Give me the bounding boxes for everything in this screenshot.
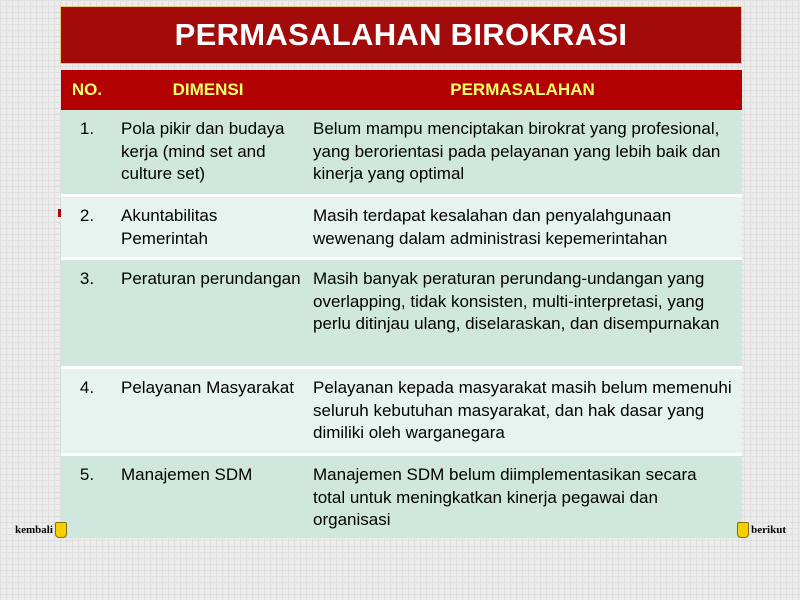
table-row	[61, 369, 742, 456]
cell-dimensi: Peraturan perundangan	[121, 269, 301, 288]
cell-no: 4.	[79, 378, 95, 397]
cell-dimensi: Akuntabilitas Pemerintah	[121, 206, 218, 248]
cell-dimensi: Pola pikir dan budaya kerja (mind set and culture set)	[121, 119, 285, 183]
problems-table	[61, 70, 742, 538]
back-button[interactable]	[15, 522, 69, 538]
header-dimensi: DIMENSI	[172, 80, 244, 99]
next-label: berikut	[751, 524, 786, 536]
cell-no: 1.	[79, 119, 95, 138]
cell-permasalahan: Manajemen SDM belum diimplementasikan secara total untuk meningkatkan kinerja pegawai dan organisasi	[313, 465, 697, 529]
cell-no: 3.	[79, 269, 95, 288]
cell-no: 2.	[79, 206, 95, 225]
back-label: kembali	[15, 524, 53, 536]
table-row	[61, 260, 742, 369]
cell-dimensi: Pelayanan Masyarakat	[121, 378, 294, 397]
table-header	[61, 70, 742, 110]
header-no: NO.	[71, 80, 103, 99]
cell-no: 5.	[79, 465, 95, 484]
pointing-hand-icon	[737, 522, 749, 538]
title-banner	[60, 6, 742, 64]
cell-permasalahan: Belum mampu menciptakan birokrat yang profesional, yang berorientasi pada pelayanan yang lebih baik dan kinerja yang optimal	[313, 119, 721, 183]
cell-permasalahan: Pelayanan kepada masyarakat masih belum memenuhi seluruh kebutuhan masyarakat, dan hak dasar yang dimiliki oleh warganegara	[313, 378, 732, 442]
pointing-hand-icon	[55, 522, 67, 538]
table-row	[61, 456, 742, 538]
slide-title: PERMASALAHAN BIROKRASI	[174, 17, 628, 52]
header-permasalahan: PERMASALAHAN	[450, 80, 595, 99]
next-button[interactable]	[735, 522, 786, 538]
table-row	[61, 197, 742, 260]
table-row	[61, 110, 742, 197]
cell-dimensi: Manajemen SDM	[121, 465, 253, 484]
cell-permasalahan: Masih banyak peraturan perundang-undangan yang overlapping, tidak konsisten, multi-interpretasi, yang perlu ditinjau ulang, diselaraskan, dan disempurnakan	[313, 269, 720, 333]
cell-permasalahan: Masih terdapat kesalahan dan penyalahgunaan wewenang dalam administrasi kepemerintahan	[313, 206, 672, 248]
